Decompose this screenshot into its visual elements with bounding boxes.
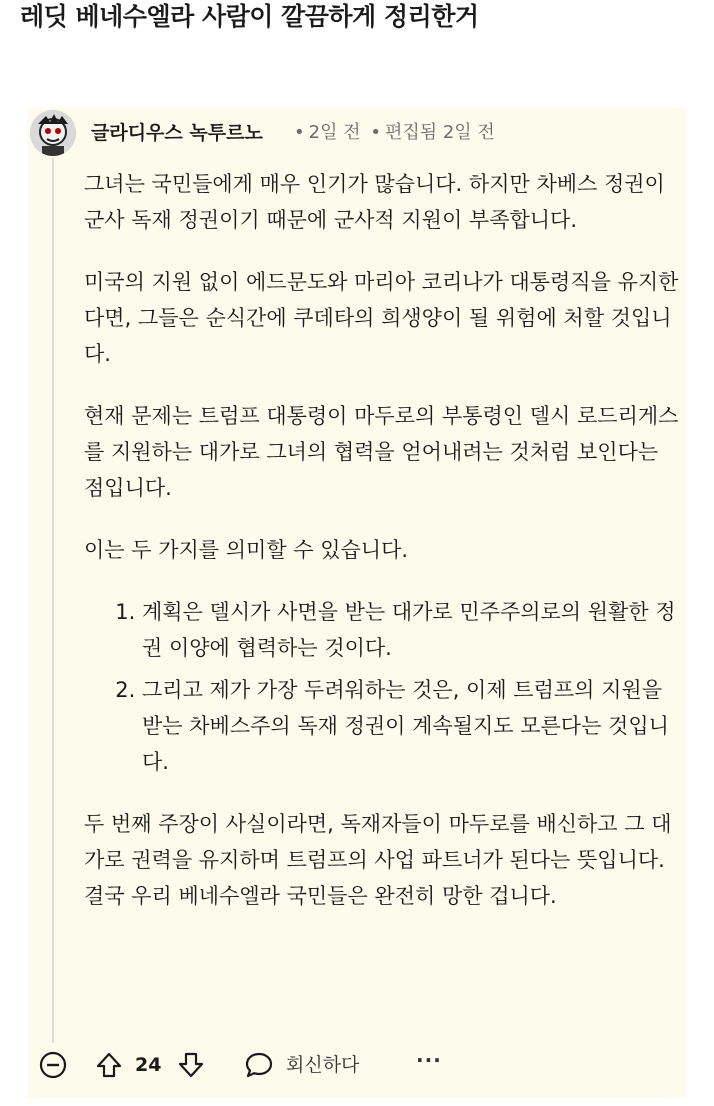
post-title: 레딧 베네수엘라 사람이 깔끔하게 정리한거: [20, 2, 479, 31]
meta-separator: •: [294, 122, 305, 143]
minus-circle-icon[interactable]: [38, 1050, 68, 1080]
vote-score: 24: [135, 1054, 162, 1076]
comment-paragraph: 미국의 지원 없이 에드문도와 마리아 코리나가 대통령직을 유지한다면, 그들은 순식간에 쿠데타의 희생양이 될 위험에 처할 것입니다.: [84, 270, 679, 366]
reply-button[interactable]: 회신하다: [286, 1054, 360, 1076]
arrow-up-icon[interactable]: [94, 1050, 124, 1080]
speech-bubble-icon[interactable]: [244, 1050, 274, 1080]
comment-paragraph: 이는 두 가지를 의미할 수 있습니다.: [84, 538, 409, 562]
comment-author[interactable]: 글라디우스 녹투르노: [91, 122, 263, 144]
comment-paragraph: 두 번째 주장이 사실이라면, 독재자들이 마두로를 배신하고 그 대가로 권력을 유지하며 트럼프의 사업 파트너가 된다는 뜻입니다. 결국 우리 베네수엘라 국민들은 완전히 망한 겁니다.: [84, 812, 672, 908]
comment-paragraph: 현재 문제는 트럼프 대통령이 마두로의 부통령인 델시 로드리게스를 지원하는 대가로 그녀의 협력을 얻어내려는 것처럼 보인다는 점입니다.: [84, 404, 679, 500]
arrow-down-icon[interactable]: [176, 1050, 206, 1080]
comment-body: [84, 166, 684, 940]
comment-paragraph: 그녀는 국민들에게 매우 인기가 많습니다. 하지만 차베스 정권이 군사 독재 정권이기 때문에 군사적 지원이 부족합니다.: [84, 172, 665, 232]
more-options-button[interactable]: ···: [416, 1048, 442, 1072]
comment-meta: [290, 120, 495, 146]
comment-edited: 편집됨 2일 전: [384, 122, 495, 143]
list-item: 2. 그리고 제가 가장 두려워하는 것은, 이제 트럼프의 지원을 받는 차베스주의 독재 정권이 계속될지도 모른다는 것입니다.: [142, 672, 684, 780]
meta-separator: •: [370, 122, 381, 143]
thread-line[interactable]: [52, 158, 54, 1043]
comment-list: [84, 594, 684, 780]
comment-actions: [36, 1046, 676, 1086]
avatar[interactable]: [30, 110, 76, 156]
list-item: 1. 계획은 델시가 사면을 받는 대가로 민주주의로의 원활한 정권 이양에 협력하는 것이다.: [142, 594, 684, 666]
comment-time: 2일 전: [308, 122, 361, 143]
